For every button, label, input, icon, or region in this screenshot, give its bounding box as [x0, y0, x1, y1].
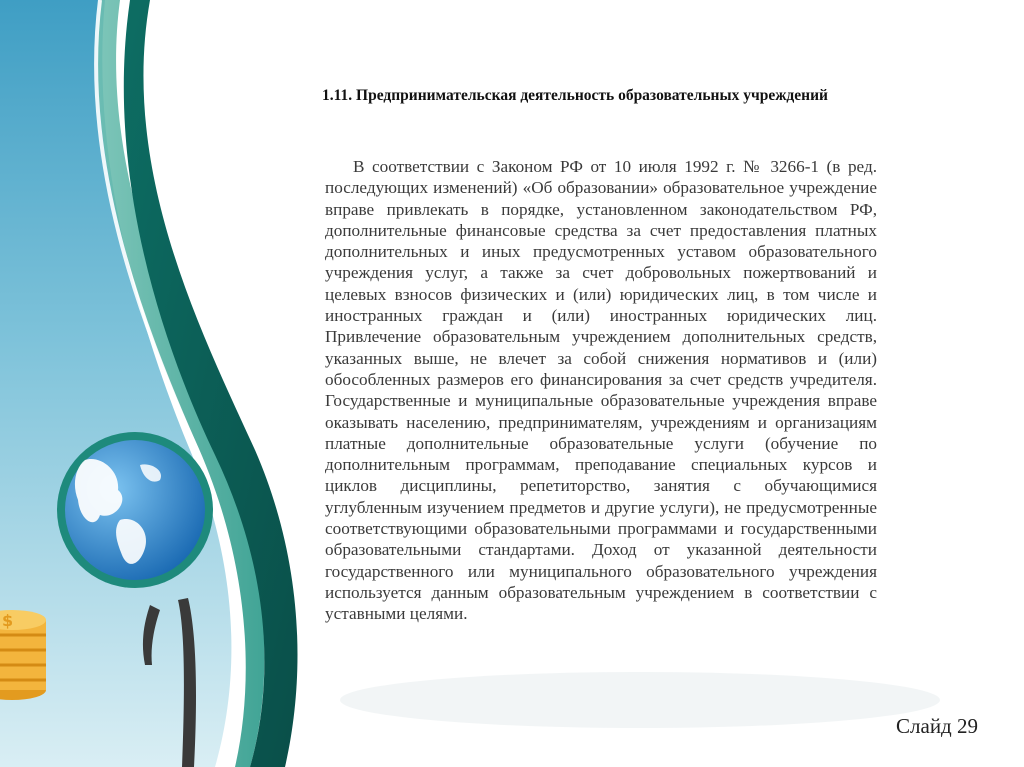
slide-body-text	[325, 156, 877, 625]
svg-text:$: $	[2, 611, 14, 630]
halftone-band	[340, 672, 940, 728]
coin-stack-illustration	[0, 610, 46, 700]
slide-number: Слайд 29	[896, 714, 978, 738]
body-paragraph: В соответствии с Законом РФ от 10 июля 1992 г. № 3266-1 (в ред. последующих изменений) «Об образовании» образовательное учреждение вправе привлекать в порядке, установленном законодательством РФ, дополнительные финансовые средства за счет предоставления платных дополнительных и иных предусмотренных уставом образовательного учреждения услуг, а также за счет добровольных пожертвований и целевых взносов физических и (или) юридических лиц, в том числе и иностранных граждан и (или) иностранных юридических лиц. Привлечение образовательным учреждением дополнительных средств, указанных выше, не влечет за собой снижения нормативов и (или) обособленных размеров его финансирования за счет средств учредителя. Государственные и муниципальные образовательные учреждения вправе оказывать населению, предпринимателям, учреждениям и организациям платные дополнительные образовательные услуги (обучение по дополнительным программам, преподавание специальных курсов и циклов дисциплины, репетиторство, занятия с обучающимися углубленным изучением предметов и другие услуги), не предусмотренные соответствующими образовательными программами и государственными образовательными стандартами. Доход от указанной деятельности государственного или муниципального образовательного учреждения используется данным образовательным учреждением в соответствии с уставными целями.	[325, 157, 877, 624]
slide-title: 1.11. Предпринимательская деятельность образовательных учреждений	[322, 87, 828, 104]
globe-illustration	[57, 432, 213, 588]
